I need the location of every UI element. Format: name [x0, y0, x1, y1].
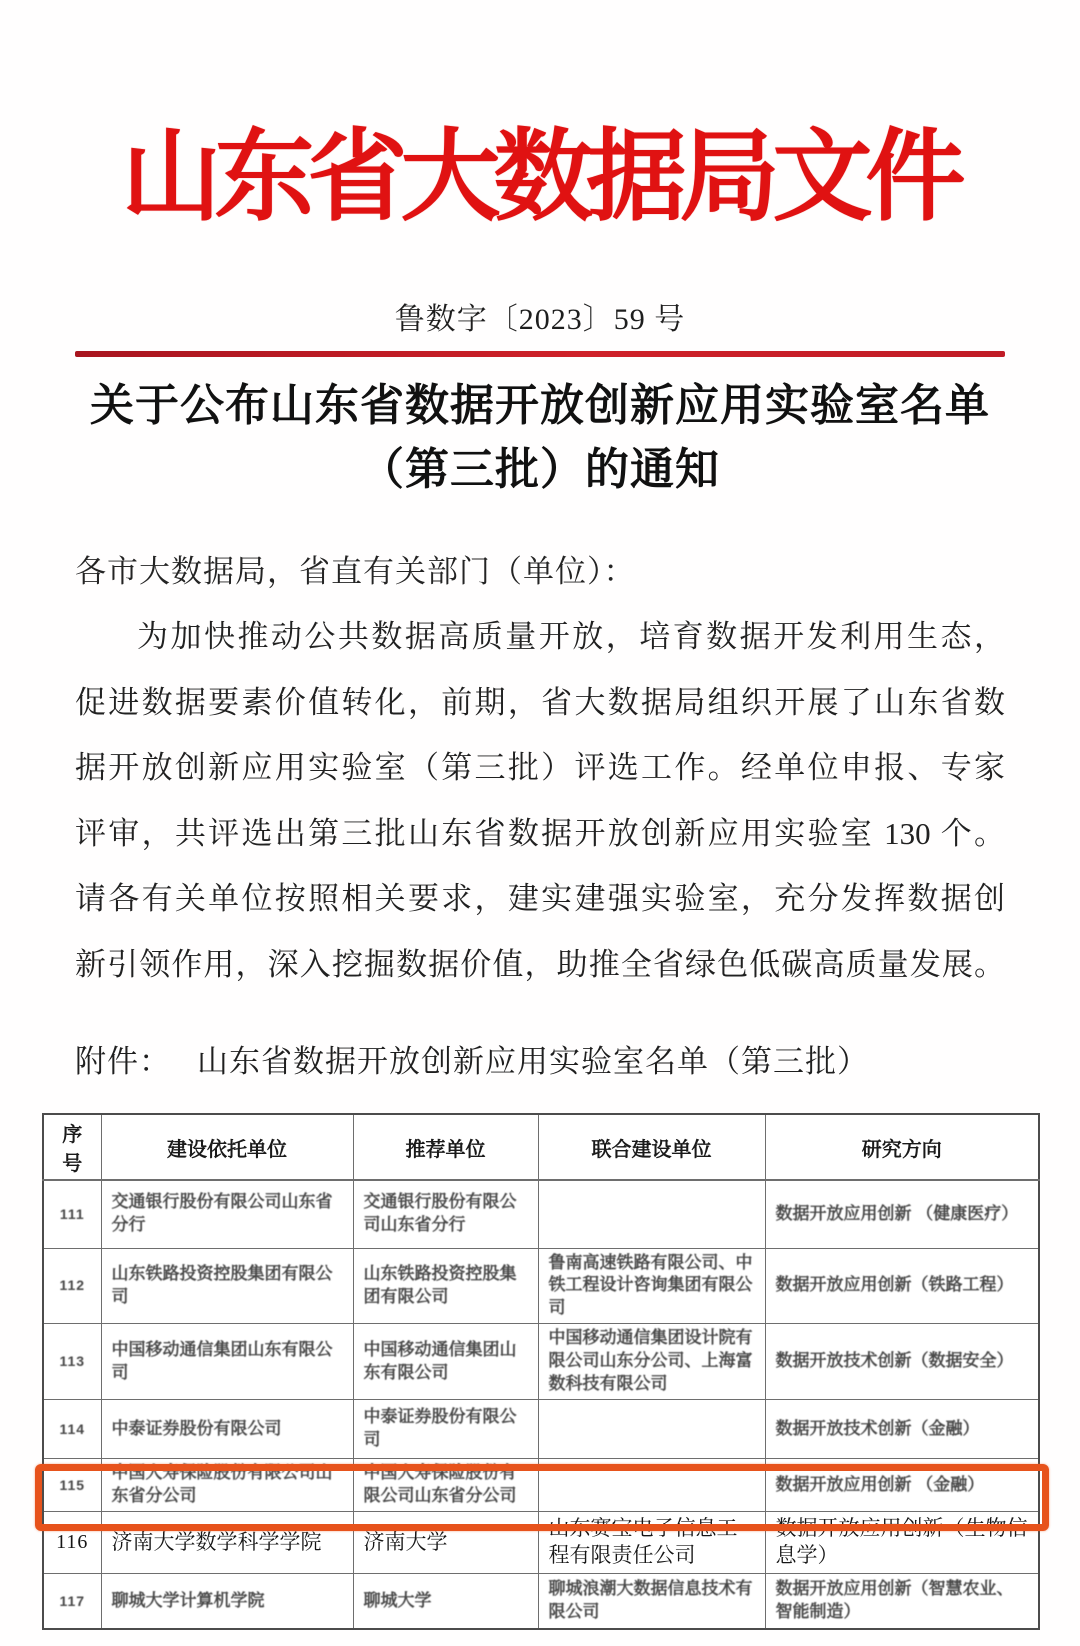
body-paragraph [75, 604, 1005, 997]
table-row-111 [43, 1180, 1039, 1248]
cell-org: 交通银行股份有限公司山东省分行 [111, 1192, 333, 1235]
cell-recommender: 聊城大学 [363, 1590, 432, 1610]
table-row-115 [43, 1459, 1039, 1512]
table-row-116-highlighted [43, 1512, 1039, 1574]
cell-direction: 数据开放应用创新 （金融） [775, 1474, 985, 1494]
attachment-line [75, 1036, 1005, 1081]
cell-serial: 113 [59, 1353, 86, 1370]
cell-direction: 数据开放应用创新（生物信息学） [775, 1516, 1028, 1568]
cell-serial: 112 [59, 1277, 86, 1294]
cell-recommender: 中国人寿保险股份有限公司山东省分公司 [363, 1463, 517, 1506]
cell-partner: 山东赛宝电子信息工程有限责任公司 [548, 1516, 738, 1568]
header-partner: 联合建设单位 [538, 1114, 765, 1180]
lab-list-table [42, 1113, 1040, 1630]
cell-org: 聊城大学计算机学院 [111, 1590, 265, 1610]
cell-direction: 数据开放技术创新（数据安全） [775, 1351, 1014, 1371]
cell-org: 中泰证券股份有限公司 [111, 1418, 282, 1438]
cell-direction: 数据开放技术创新（金融） [775, 1418, 980, 1438]
cell-direction: 数据开放应用创新（智慧农业、智能制造） [775, 1579, 1014, 1621]
cell-recommender: 山东铁路投资控股集团有限公司 [363, 1263, 517, 1306]
cell-serial: 111 [59, 1205, 85, 1222]
cell-serial: 114 [59, 1420, 86, 1437]
notice-title-line2: （第三批）的通知 [360, 445, 720, 494]
cell-recommender: 交通银行股份有限公司山东省分行 [363, 1192, 517, 1235]
table-header-row [43, 1114, 1039, 1180]
body-line: 请各有关单位按照相关要求，建实建强实验室，充分发挥数据创 [75, 881, 1005, 916]
cell-serial: 116 [56, 1531, 89, 1554]
red-divider [75, 351, 1005, 357]
cell-partner: 鲁南高速铁路有限公司、中铁工程设计咨询集团有限公司 [548, 1252, 753, 1318]
cell-recommender: 中国移动通信集团山东有限公司 [363, 1339, 517, 1382]
cell-org: 济南大学数学科学学院 [111, 1529, 322, 1554]
cell-recommender: 济南大学 [363, 1529, 448, 1554]
notice-title [40, 374, 1040, 502]
cell-partner: 中国移动通信集团设计院有限公司山东分公司、上海富数科技有限公司 [548, 1328, 753, 1394]
body-line: 据开放创新应用实验室（第三批）评选工作。经单位申报、专家 [75, 750, 1005, 785]
table-row-113 [43, 1324, 1039, 1400]
body-line: 评审，共评选出第三批山东省数据开放创新应用实验室 130 个。 [75, 815, 1005, 851]
body-line: 促进数据要素价值转化，前期，省大数据局组织开展了山东省数 [75, 684, 1005, 720]
attachment-label: 附件： [75, 1044, 171, 1079]
cell-direction: 数据开放应用创新（铁路工程） [775, 1275, 1014, 1295]
cell-org: 中国移动通信集团山东有限公司 [111, 1339, 333, 1382]
cell-partner: 聊城浪潮大数据信息技术有限公司 [548, 1579, 753, 1621]
body-line: 新引领作用，深入挖掘数据价值，助推全省绿色低碳高质量发展。 [75, 946, 1005, 982]
header-serial: 序号 [43, 1114, 101, 1180]
notice-title-line1: 关于公布山东省数据开放创新应用实验室名单 [90, 381, 990, 430]
table-row-117 [43, 1573, 1039, 1629]
doc-number: 鲁数字〔2023〕59 号 [394, 303, 686, 336]
header-direction: 研究方向 [765, 1114, 1039, 1180]
cell-org: 中国人寿保险股份有限公司山东省分公司 [111, 1463, 333, 1506]
cell-org: 山东铁路投资控股集团有限公司 [111, 1263, 333, 1306]
cell-serial: 117 [59, 1592, 86, 1609]
cell-direction: 数据开放应用创新 （健康医疗） [775, 1203, 1019, 1223]
table-row-114 [43, 1400, 1039, 1459]
table-row-112 [43, 1248, 1039, 1324]
header-org: 建设依托单位 [101, 1114, 353, 1180]
header-recommender: 推荐单位 [353, 1114, 538, 1180]
attachment-title: 山东省数据开放创新应用实验室名单（第三批） [197, 1044, 869, 1079]
cell-serial: 115 [59, 1476, 86, 1493]
body-line: 为加快推动公共数据高质量开放，培育数据开发利用生态， [137, 619, 1005, 654]
salutation: 各市大数据局，省直有关部门（单位）： [75, 554, 636, 589]
cell-recommender: 中泰证券股份有限公司 [363, 1407, 517, 1450]
agency-letterhead: 山东省大数据局文件 [121, 122, 959, 233]
